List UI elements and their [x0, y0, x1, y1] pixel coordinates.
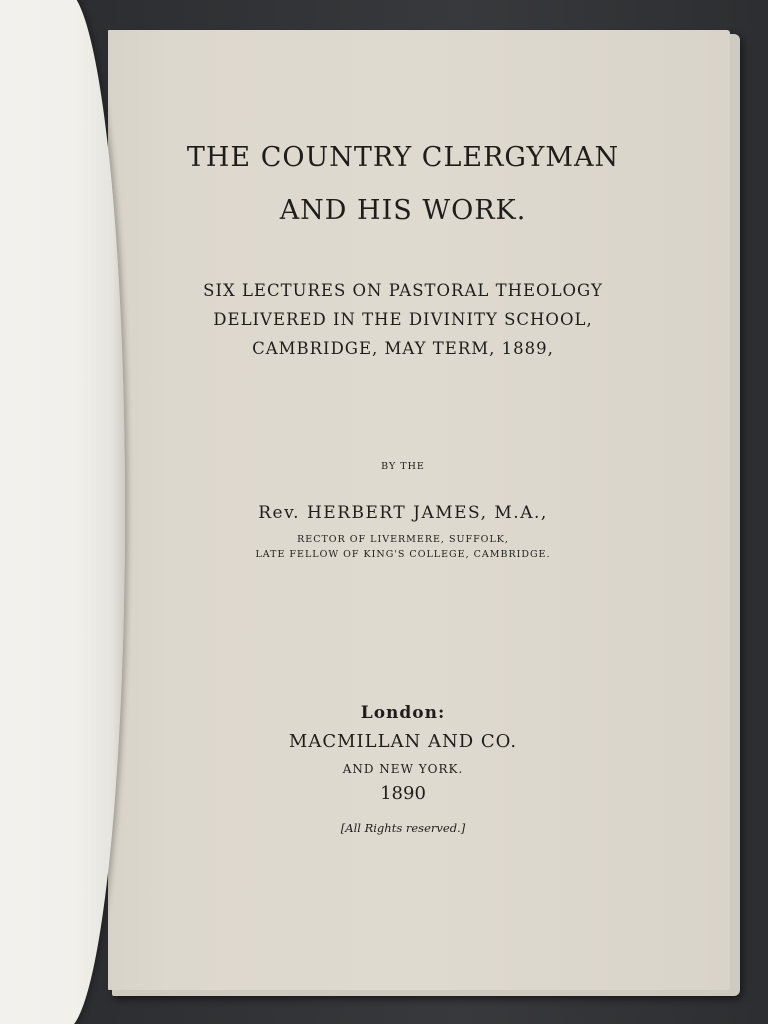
book-title-line-2: AND HIS WORK.: [279, 195, 527, 226]
book-title-line-1: THE COUNTRY CLERGYMAN: [186, 142, 620, 173]
author-credential-1: RECTOR OF LIVERMERE, SUFFOLK,: [297, 534, 509, 545]
imprint-publisher: MACMILLAN AND CO.: [288, 731, 518, 752]
rights-notice: [All Rights reserved.]: [340, 821, 466, 835]
subtitle-line-2: DELIVERED IN THE DIVINITY SCHOOL,: [213, 310, 593, 329]
author-name: Rev. HERBERT JAMES, M.A.,: [258, 503, 548, 523]
author-credential-2: LATE FELLOW OF KING'S COLLEGE, CAMBRIDGE.: [255, 549, 551, 560]
imprint-city: London:: [360, 703, 446, 723]
subtitle-line-3: CAMBRIDGE, MAY TERM, 1889,: [252, 339, 554, 358]
subtitle-line-1: SIX LECTURES ON PASTORAL THEOLOGY: [203, 281, 603, 300]
imprint-year: 1890: [380, 783, 426, 804]
imprint-also: AND NEW YORK.: [342, 762, 464, 776]
facing-blank-page: [0, 0, 125, 1024]
by-line: BY THE: [381, 461, 425, 472]
